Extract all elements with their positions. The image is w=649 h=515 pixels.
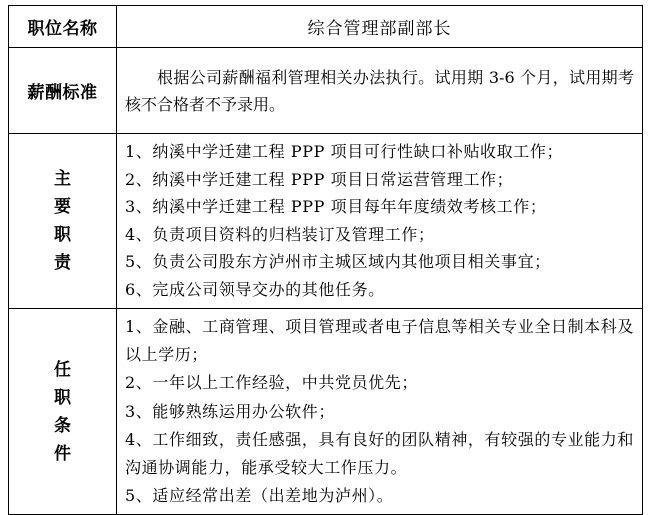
requirements-label-char: 职 [54,387,71,408]
duties-label-char: 职 [54,225,71,245]
duty-item: 1、纳溪中学迁建工程 PPP 项目可行性缺口补贴收取工作； [125,142,564,161]
requirements-label-char: 任 [54,359,71,380]
duty-item: 6、完成公司领导交办的其他任务。 [125,279,385,299]
requirements-label-char: 件 [54,443,71,464]
position-row [9,6,643,48]
duties-label-char: 主 [54,169,71,189]
duties-label-char: 要 [54,197,71,217]
position-label: 职位名称 [9,6,117,48]
duty-item: 4、负责项目资料的归档装订及管理工作； [125,224,435,244]
position-value: 综合管理部副部长 [117,6,643,48]
requirements-list [117,309,643,515]
requirements-label-char: 条 [54,415,71,436]
salary-row [9,48,643,134]
salary-text: 根据公司薪酬福利管理相关办法执行。试用期 3-6 个月，试用期考核不合格者不予录用。 [117,48,643,134]
duty-item: 5、负责公司股东方泸州市主城区域内其他项目相关事宜； [125,252,551,271]
requirements-row [9,309,643,515]
requirement-item: 3、能够熟练运用办公软件； [125,401,335,421]
duty-item: 2、纳溪中学迁建工程 PPP 项目日常运营管理工作； [125,169,514,189]
requirement-item: 2、一年以上工作经验，中共党员优先； [125,373,418,393]
requirement-item: 1、金融、工商管理、项目管理或者电子信息等相关专业全日制本科及以上学历； [125,317,634,365]
requirement-item: 5、适应经常出差（出差地为泸州）。 [125,486,394,506]
duties-row [9,134,643,309]
requirements-label [9,309,117,515]
duties-list [117,134,643,309]
salary-label: 薪酬标准 [9,48,117,134]
duties-label-char: 责 [54,253,71,273]
duty-item: 3、纳溪中学迁建工程 PPP 项目每年年度绩效考核工作； [125,197,547,216]
requirement-item: 4、工作细致，责任感强，具有良好的团队精神，有较强的专业能力和沟通协调能力，能承受较大工作压力。 [125,429,634,478]
duties-label [9,134,117,309]
job-description-table [8,5,643,515]
